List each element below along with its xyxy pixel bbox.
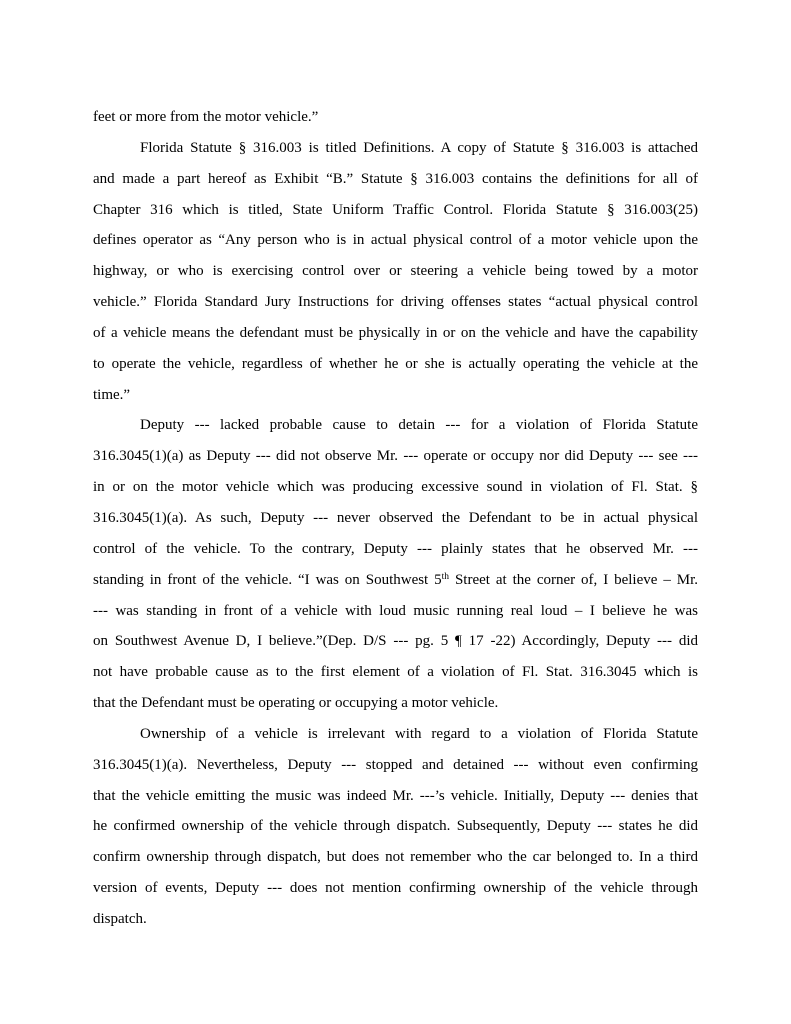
text-segment: Street at the corner of, I believe – Mr. — [449, 571, 698, 588]
text-segment: standing in front of the vehicle. “I was on Southwest 5 — [93, 571, 442, 588]
text-line: Chapter 316 which is titled, State Uniform Traffic Control. Florida Statute § 316.003(25) — [93, 201, 698, 218]
text-line: he confirmed ownership of the vehicle through dispatch. Subsequently, Deputy --- states he did — [93, 818, 698, 835]
text-line: control of the vehicle. To the contrary, Deputy --- plainly states that he observed Mr. --- — [93, 540, 698, 557]
document-body — [93, 102, 698, 935]
text-line: vehicle.” Florida Standard Jury Instructions for driving offenses states “actual physical control — [93, 294, 698, 311]
text-line: version of events, Deputy --- does not mention confirming ownership of the vehicle through — [93, 880, 698, 897]
text-line: of a vehicle means the defendant must be physically in or on the vehicle and have the capability — [93, 324, 698, 341]
text-line: 316.3045(1)(a) as Deputy --- did not observe Mr. --- operate or occupy nor did Deputy --- see --- — [93, 448, 698, 465]
text-line: Florida Statute § 316.003 is titled Definitions. A copy of Statute § 316.003 is attached — [140, 139, 698, 156]
text-line: dispatch. — [93, 910, 147, 927]
text-line: that the Defendant must be operating or occupying a motor vehicle. — [93, 695, 499, 712]
text-line: on Southwest Avenue D, I believe.”(Dep. D/S --- pg. 5 ¶ 17 -22) Accordingly, Deputy --- did — [93, 633, 698, 650]
text-line: Ownership of a vehicle is irrelevant with regard to a violation of Florida Statute — [140, 725, 698, 742]
text-line: and made a part hereof as Exhibit “B.” Statute § 316.003 contains the definitions for all of — [93, 170, 698, 187]
text-line-with-superscript — [93, 565, 698, 596]
text-line: that the vehicle emitting the music was indeed Mr. ---’s vehicle. Initially, Deputy --- denies that — [93, 787, 698, 804]
text-line: 316.3045(1)(a). Nevertheless, Deputy --- stopped and detained --- without even confirming — [93, 756, 698, 773]
text-line: in or on the motor vehicle which was producing excessive sound in violation of Fl. Stat. § — [93, 479, 698, 496]
text-line: defines operator as “Any person who is in actual physical control of a motor vehicle upon the — [93, 232, 698, 249]
text-line: time.” — [93, 386, 131, 403]
text-line: confirm ownership through dispatch, but does not remember who the car belonged to. In a third — [93, 849, 698, 866]
text-line: --- was standing in front of a vehicle with loud music running real loud – I believe he was — [93, 602, 698, 619]
text-line: Deputy --- lacked probable cause to detain --- for a violation of Florida Statute — [140, 417, 698, 434]
superscript: th — [441, 571, 450, 582]
text-line: to operate the vehicle, regardless of whether he or she is actually operating the vehicle at the — [93, 355, 698, 372]
text-line: highway, or who is exercising control over or steering a vehicle being towed by a motor — [93, 263, 698, 280]
text-line: feet or more from the motor vehicle.” — [93, 109, 319, 125]
text-line: not have probable cause as to the first element of a violation of Fl. Stat. 316.3045 which is — [93, 664, 698, 681]
text-line: 316.3045(1)(a). As such, Deputy --- never observed the Defendant to be in actual physical — [93, 509, 698, 526]
